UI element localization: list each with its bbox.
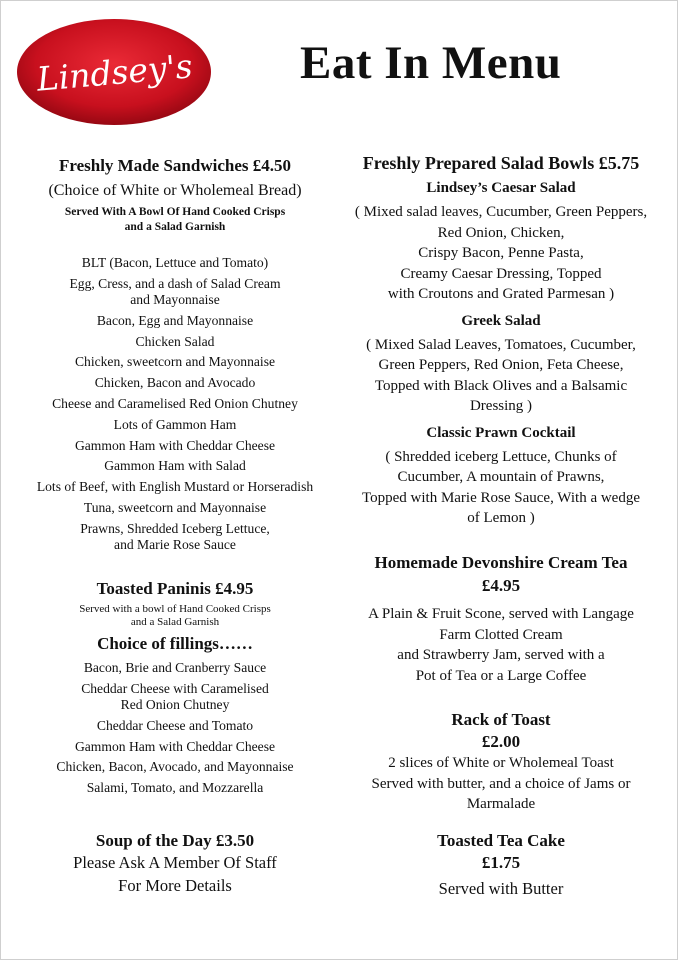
greek-description-line: Topped with Black Olives and a Balsamic xyxy=(374,377,628,394)
lindseys-logo xyxy=(16,18,212,126)
sandwich-item: Cheese and Caramelised Red Onion Chutney xyxy=(52,395,298,411)
caesar-description-line: with Croutons and Grated Parmesan ) xyxy=(387,286,615,302)
tea-cake-price: £1.75 xyxy=(481,853,521,872)
greek-salad-description xyxy=(340,335,662,417)
sandwich-item xyxy=(14,274,336,311)
page-title: Eat In Menu xyxy=(300,37,562,89)
soup-line-2: For More Details xyxy=(118,875,232,895)
paninis-heading: Toasted Paninis £4.95 xyxy=(96,579,254,598)
greek-description-line: Dressing ) xyxy=(469,398,533,414)
paninis-garnish-note: and a Salad Garnish xyxy=(130,616,220,628)
sandwich-item: Chicken Salad xyxy=(135,333,215,349)
cream-tea-description xyxy=(340,604,662,686)
cream-tea-description-line: and Strawberry Jam, served with a xyxy=(397,647,605,663)
prawn-cocktail-description xyxy=(340,447,662,529)
panini-list xyxy=(14,658,336,799)
sandwiches-heading: Freshly Made Sandwiches £4.50 xyxy=(58,156,292,175)
salads-section xyxy=(340,152,662,529)
salads-heading: Freshly Prepared Salad Bowls £5.75 xyxy=(362,153,640,173)
toast-description-line: Served with butter, and a choice of Jams or xyxy=(371,775,631,792)
prawn-cocktail-name: Classic Prawn Cocktail xyxy=(426,424,576,441)
sandwiches-crisps-note: Served With A Bowl Of Hand Cooked Crisps xyxy=(64,206,286,218)
paninis-section xyxy=(14,578,336,799)
caesar-salad-description xyxy=(340,202,662,305)
cream-tea-section xyxy=(340,552,662,686)
fillings-heading: Choice of fillings…… xyxy=(97,634,253,653)
greek-salad-name: Greek Salad xyxy=(461,312,541,329)
sandwich-item: Lots of Beef, with English Mustard or Horseradish xyxy=(36,479,314,495)
sandwich-item: Gammon Ham with Salad xyxy=(104,458,246,474)
panini-item-line: Red Onion Chutney xyxy=(120,696,230,712)
panini-item: Gammon Ham with Cheddar Cheese xyxy=(74,738,276,754)
tea-cake-description: Served with Butter xyxy=(438,879,564,898)
sandwich-item-line: and Mayonnaise xyxy=(130,291,220,307)
cream-tea-description-line: A Plain & Fruit Scone, served with Langage xyxy=(368,606,634,622)
sandwich-item-line: Prawns, Shredded Iceberg Lettuce, xyxy=(80,520,270,536)
toast-description-line: Marmalade xyxy=(466,796,536,812)
sandwiches-garnish-note: and a Salad Garnish xyxy=(124,221,226,233)
sandwich-item: Gammon Ham with Cheddar Cheese xyxy=(74,437,276,453)
caesar-description-line: Red Onion, Chicken, xyxy=(437,224,565,241)
sandwich-item xyxy=(14,519,336,556)
toast-description xyxy=(340,753,662,815)
tea-cake-section xyxy=(340,830,662,901)
sandwiches-bread-note: (Choice of White or Wholemeal Bread) xyxy=(48,182,302,199)
caesar-salad-name: Lindsey’s Caesar Salad xyxy=(426,180,576,196)
cream-tea-description-line: Pot of Tea or a Large Coffee xyxy=(415,667,587,684)
panini-item: Bacon, Brie and Cranberry Sauce xyxy=(83,660,267,675)
panini-item xyxy=(14,679,336,716)
prawn-description-line: of Lemon ) xyxy=(467,510,535,526)
sandwich-item: Chicken, Bacon and Avocado xyxy=(94,375,256,391)
cream-tea-heading: Homemade Devonshire Cream Tea xyxy=(374,553,628,572)
panini-item: Salami, Tomato, and Mozzarella xyxy=(86,780,264,796)
prawn-description-line: Topped with Marie Rose Sauce, With a wedge xyxy=(362,489,640,506)
greek-description-line: Green Peppers, Red Onion, Feta Cheese, xyxy=(378,357,624,373)
panini-item-line: Cheddar Cheese with Caramelised xyxy=(81,680,269,696)
sandwiches-section xyxy=(14,155,336,556)
panini-item: Chicken, Bacon, Avocado, and Mayonnaise xyxy=(56,759,294,775)
prawn-description-line: Cucumber, A mountain of Prawns, xyxy=(397,469,605,485)
sandwich-item: Chicken, sweetcorn and Mayonnaise xyxy=(74,354,276,370)
panini-item: Cheddar Cheese and Tomato xyxy=(96,717,254,733)
toast-price: £2.00 xyxy=(481,732,521,751)
sandwich-list xyxy=(14,253,336,556)
caesar-description-line: Creamy Caesar Dressing, Topped xyxy=(400,265,602,282)
cream-tea-price: £4.95 xyxy=(481,576,521,595)
greek-description-line: ( Mixed Salad Leaves, Tomatoes, Cucumber, xyxy=(366,336,636,353)
caesar-description-line: ( Mixed salad leaves, Cucumber, Green Peppers, xyxy=(354,204,648,220)
toast-heading: Rack of Toast xyxy=(451,710,551,729)
svg-text:Lindsey's: Lindsey's xyxy=(35,46,194,99)
tea-cake-heading: Toasted Tea Cake xyxy=(437,831,565,850)
sandwich-item: BLT (Bacon, Lettuce and Tomato) xyxy=(81,255,269,270)
paninis-crisps-note: Served with a bowl of Hand Cooked Crisps xyxy=(79,603,271,615)
caesar-description-line: Crispy Bacon, Penne Pasta, xyxy=(418,245,584,261)
sandwich-item-line: and Marie Rose Sauce xyxy=(114,536,236,552)
toast-description-line: 2 slices of White or Wholemeal Toast xyxy=(388,755,614,771)
soup-line-1: Please Ask A Member Of Staff xyxy=(73,853,277,872)
sandwich-item: Bacon, Egg and Mayonnaise xyxy=(96,312,254,328)
sandwich-item: Lots of Gammon Ham xyxy=(113,416,237,432)
cream-tea-description-line: Farm Clotted Cream xyxy=(439,626,563,643)
soup-section xyxy=(14,830,336,897)
sandwich-item: Tuna, sweetcorn and Mayonnaise xyxy=(83,499,267,515)
sandwich-item-line: Egg, Cress, and a dash of Salad Cream xyxy=(69,275,281,291)
prawn-description-line: ( Shredded iceberg Lettuce, Chunks of xyxy=(385,448,617,465)
soup-heading: Soup of the Day £3.50 xyxy=(95,831,255,850)
toast-section xyxy=(340,709,662,815)
